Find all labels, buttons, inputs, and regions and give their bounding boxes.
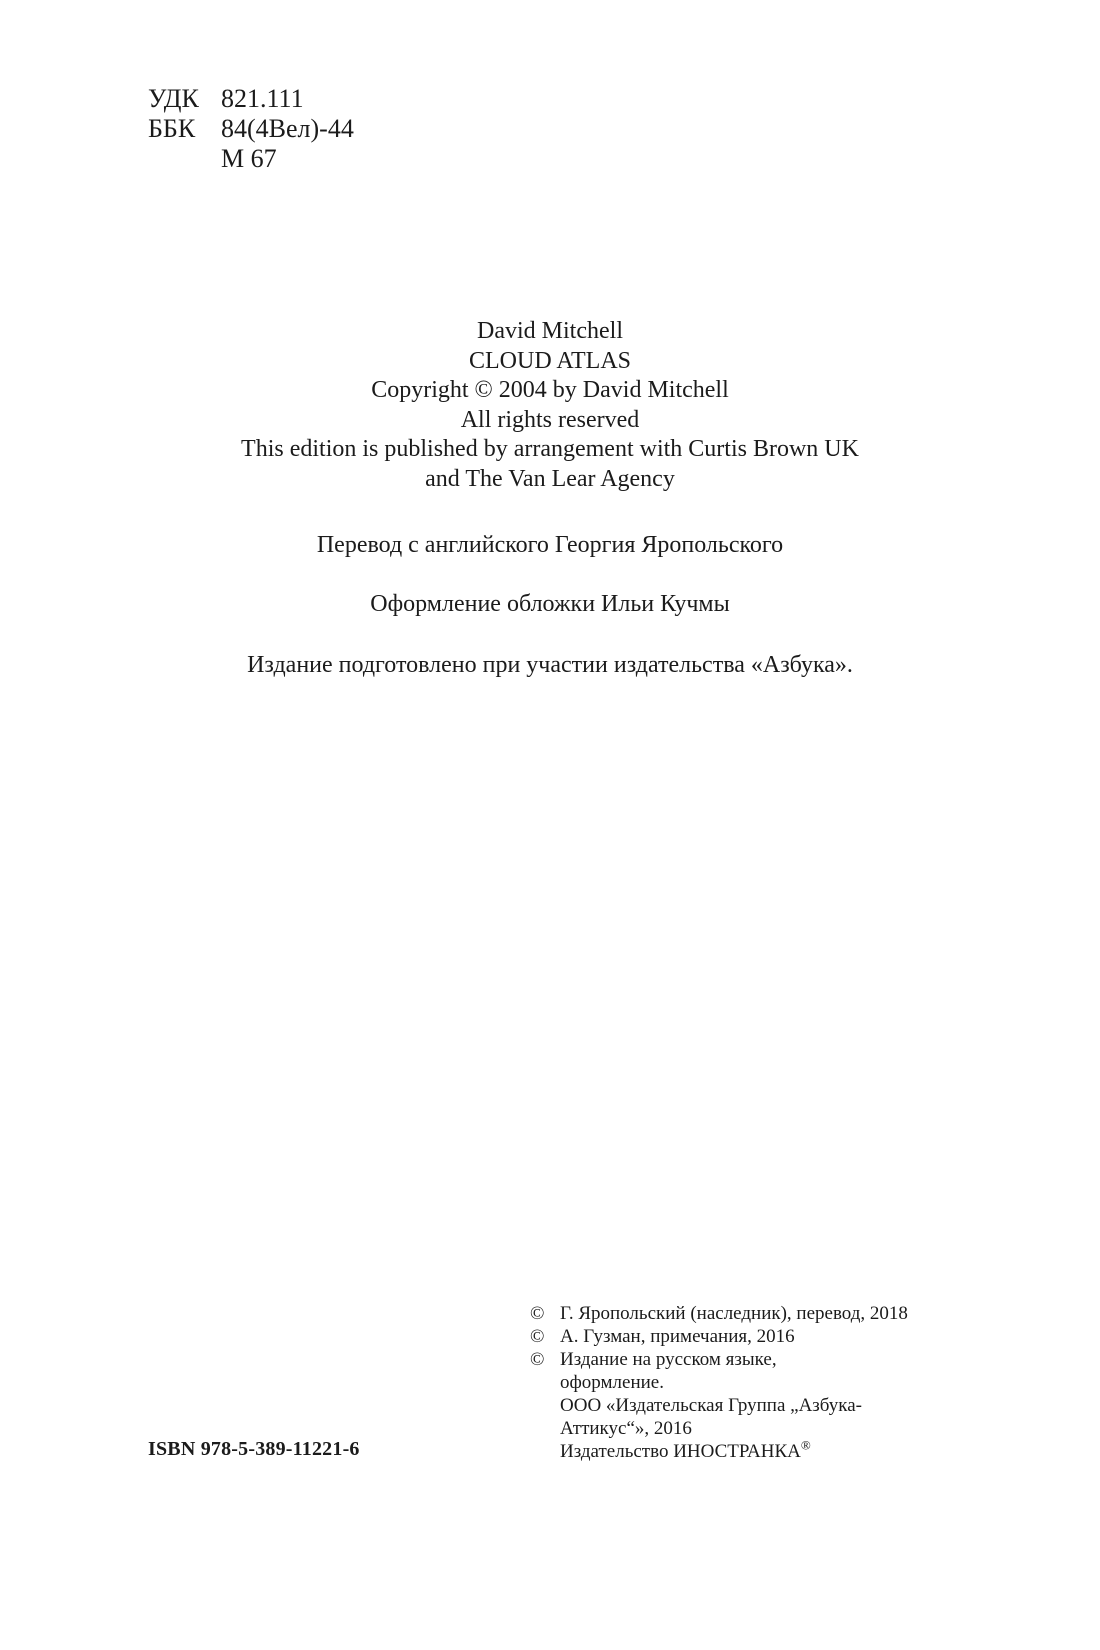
copyright-symbol: © bbox=[530, 1326, 545, 1347]
credits-block bbox=[0, 317, 1100, 494]
copyright-symbol: © bbox=[530, 1303, 545, 1324]
arrangement-line-1: This edition is published by arrangement with Curtis Brown UK bbox=[241, 436, 859, 462]
copyright-symbol: © bbox=[530, 1349, 545, 1370]
author-mark-row bbox=[148, 144, 354, 174]
copyright-item bbox=[530, 1348, 908, 1371]
cover-design-note: Оформление обложки Ильи Кучмы bbox=[370, 591, 730, 617]
arrangement-line-2: and The Van Lear Agency bbox=[425, 465, 675, 492]
udk-value: 821.111 bbox=[221, 84, 304, 113]
copyright-translation: Г. Яропольский (наследник), перевод, 2018 bbox=[560, 1303, 908, 1324]
publisher-name: Издательство ИНОСТРАНКА bbox=[560, 1441, 801, 1462]
rights-line: All rights reserved bbox=[460, 406, 640, 433]
copyright-notes: А. Гузман, примечания, 2016 bbox=[560, 1326, 795, 1347]
bbk-row bbox=[148, 114, 354, 144]
copyright-edition-line-1: Издание на русском языке, bbox=[560, 1349, 777, 1370]
registered-mark: ® bbox=[800, 1437, 811, 1453]
copyright-edition-line-3: ООО «Издательская Группа „Азбука- bbox=[560, 1395, 862, 1416]
udk-label: УДК bbox=[148, 84, 199, 113]
bbk-label: ББК bbox=[148, 114, 196, 143]
isbn: ISBN 978-5-389-11221-6 bbox=[148, 1438, 360, 1460]
copyright-notices bbox=[530, 1302, 908, 1463]
classification-block bbox=[148, 84, 354, 174]
copyright-item bbox=[530, 1302, 908, 1325]
copyright-edition-line-4: Аттикус“», 2016 bbox=[560, 1418, 692, 1439]
copyright-edition-line-2: оформление. bbox=[560, 1372, 664, 1393]
translation-note: Перевод с английского Георгия Яропольского bbox=[316, 532, 784, 558]
edition-note: Издание подготовлено при участии издательства «Азбука». bbox=[247, 652, 853, 678]
udk-row bbox=[148, 84, 354, 114]
publisher-line bbox=[530, 1437, 908, 1463]
bbk-value: 84(4Вел)-44 bbox=[221, 114, 354, 143]
author-name: David Mitchell bbox=[477, 318, 623, 344]
book-title: CLOUD ATLAS bbox=[468, 347, 631, 374]
copyright-item bbox=[530, 1325, 908, 1348]
copyright-line: Copyright © 2004 by David Mitchell bbox=[371, 377, 729, 403]
author-mark: М 67 bbox=[221, 144, 277, 173]
